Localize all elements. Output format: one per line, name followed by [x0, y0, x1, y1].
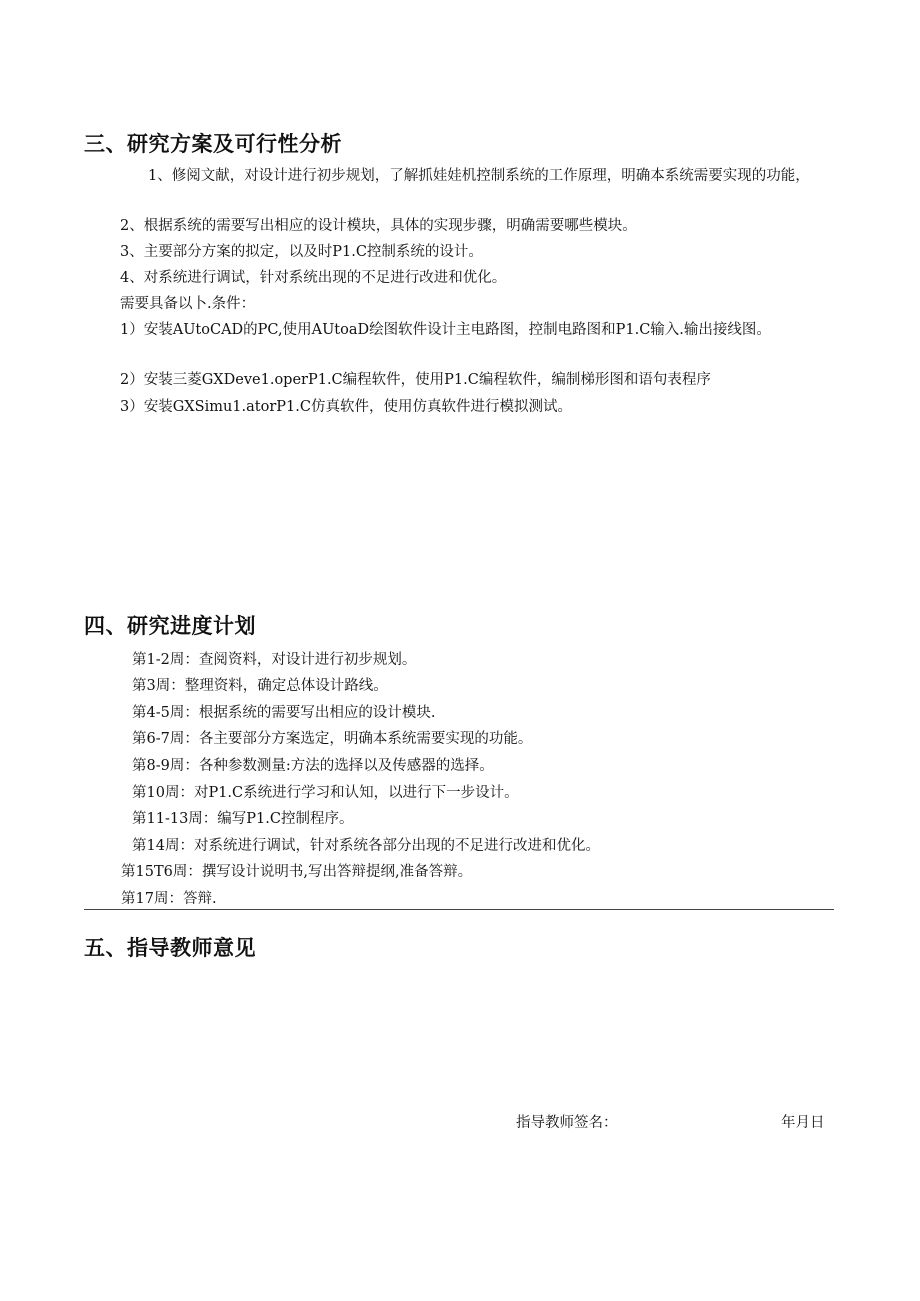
section-3-item-2: 2、根据系统的需要写出相应的设计模块，具体的实现步骤，明确需要哪些模块。	[120, 218, 637, 234]
schedule-item: 第6-7周：各主要部分方案选定，明确本系统需要实现的功能。	[132, 731, 533, 747]
schedule-item: 第3周：整理资料，确定总体设计路线。	[132, 678, 388, 694]
section-3-condition-3: 3）安装GXSimu1.atorP1.C仿真软件，使用仿真软件进行模拟测试。	[120, 399, 572, 415]
schedule-item: 第11-13周：编写P1.C控制程序。	[132, 811, 354, 827]
schedule-item: 第1-2周：查阅资料，对设计进行初步规划。	[132, 652, 417, 668]
signature-label: 指导教师签名：	[516, 1115, 618, 1131]
schedule-item: 第4-5周：根据系统的需要写出相应的设计模块.	[132, 705, 436, 721]
schedule-item: 第10周：对P1.C系统进行学习和认知，以进行下一步设计。	[132, 785, 519, 801]
section-3-condition-1: 1）安装AUtoCAD的PC,使用AUtoaD绘图软件设计主电路图，控制电路图和P1.C输入.输出接线图。	[120, 322, 771, 338]
section-3-item-3: 3、主要部分方案的拟定，以及时P1.C控制系统的设计。	[120, 244, 483, 260]
schedule-item: 第15T6周：撰写设计说明书,写出答辩提纲,准备答辩。	[121, 864, 473, 880]
section-5-heading: 五、指导教师意见	[84, 936, 256, 960]
section-4-heading: 四、研究进度计划	[84, 614, 256, 638]
schedule-item: 第14周：对系统进行调试，针对系统各部分出现的不足进行改进和优化。	[132, 838, 600, 854]
section-3-item-4: 4、对系统进行调试，针对系统出现的不足进行改进和优化。	[120, 270, 507, 286]
section-3-conditions-label: 需要具备以卜.条件：	[120, 296, 256, 312]
date-label: 年月日	[781, 1115, 825, 1131]
section-3-item-1: 1、修阅文献，对设计进行初步规划，了解抓娃娃机控制系统的工作原理，明确本系统需要实现的功能，	[148, 168, 810, 184]
section-3-heading: 三、研究方案及可行性分析	[84, 132, 342, 156]
section-3-condition-2: 2）安装三菱GXDeve1.operP1.C编程软件，使用P1.C编程软件，编制梯形图和语句表程序	[120, 372, 711, 388]
section-divider	[84, 909, 834, 910]
schedule-item: 第8-9周：各种参数测量:方法的选择以及传感器的选择。	[132, 758, 494, 774]
schedule-item: 第17周：答辩.	[121, 891, 217, 907]
